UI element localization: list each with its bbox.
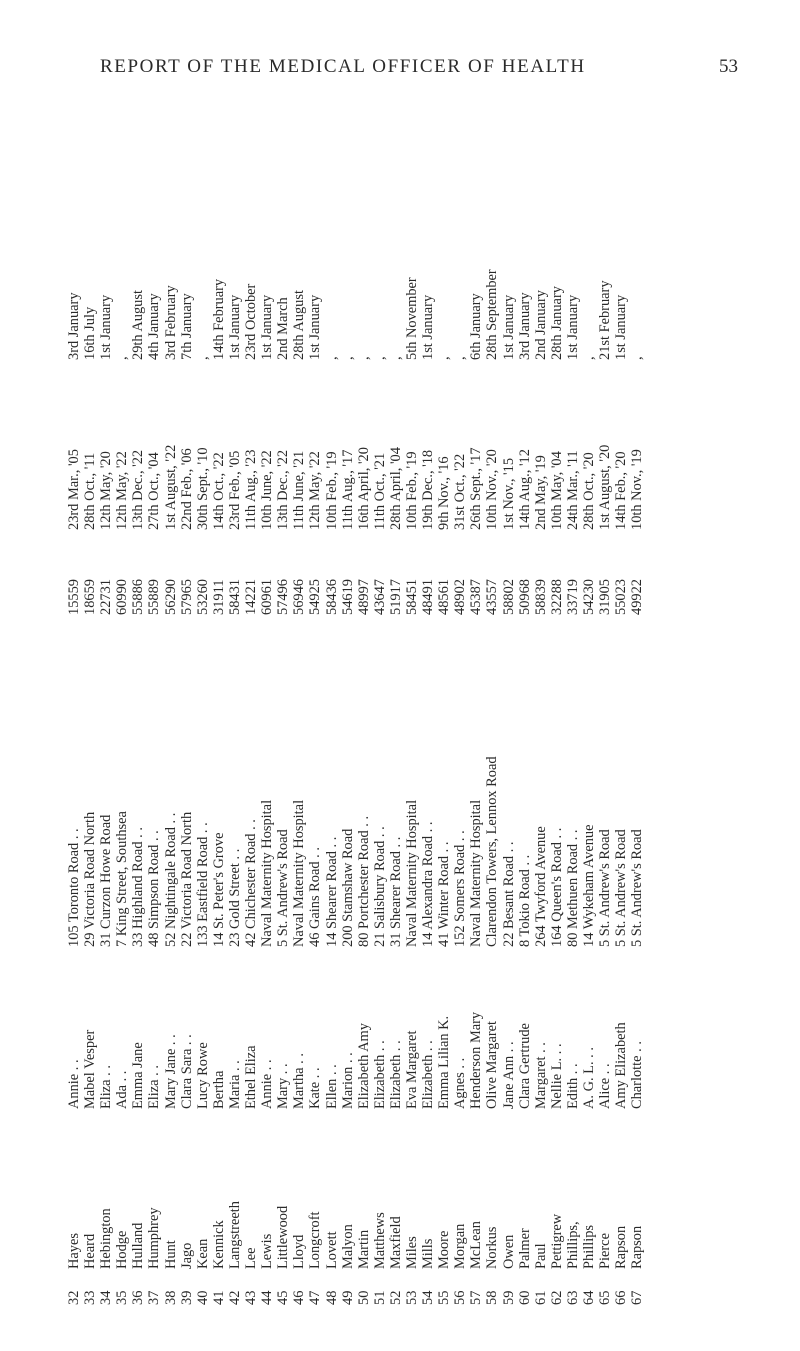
surname-cell: Heard	[82, 1233, 99, 1269]
birth-date-cell: 1st January	[564, 294, 581, 360]
date-cell: 11th Oct., '21	[371, 452, 388, 530]
row-number: 52	[387, 1290, 404, 1305]
date-cell: 16th April, '20	[355, 447, 372, 530]
register-number-cell: 48997	[355, 579, 372, 615]
birth-date-cell: 28th August	[291, 290, 308, 360]
table-row	[82, 145, 98, 1305]
address-cell: 5 St. Andrew's Road	[597, 829, 614, 947]
surname-cell: Maxfield	[387, 1216, 404, 1269]
forename-cell: Elizabeth . .	[387, 1040, 404, 1109]
birth-date-cell: ,	[581, 356, 597, 360]
birth-date-cell: ,	[436, 356, 453, 360]
row-number: 47	[307, 1290, 324, 1305]
forename-cell: Elizabeth Amy	[355, 1023, 372, 1109]
forename-cell: Eliza . .	[98, 1065, 115, 1109]
register-number-cell: 50968	[516, 579, 533, 615]
surname-cell: Hulland	[130, 1222, 147, 1269]
forename-cell: Nellie L. . .	[548, 1043, 565, 1109]
register-number-cell: 55023	[613, 579, 630, 615]
address-cell: 8 Tokio Road . .	[516, 854, 533, 947]
forename-cell: Mabel Vesper	[82, 1029, 99, 1109]
table-row	[243, 145, 259, 1305]
date-cell: 27th Oct., '04	[146, 452, 163, 530]
register-number-cell: 56946	[291, 579, 308, 615]
address-cell: 14 Alexandra Road . .	[420, 821, 437, 947]
table-row	[356, 145, 372, 1305]
register-number-cell: 60961	[259, 579, 276, 615]
surname-cell: Martin	[355, 1229, 372, 1269]
register-number-cell: 58431	[226, 579, 243, 615]
row-number: 38	[162, 1290, 179, 1305]
row-number: 65	[597, 1290, 614, 1305]
register-number-cell: 55889	[146, 579, 163, 615]
register-number-cell: 55886	[130, 579, 147, 615]
date-cell: 1st August, '22	[162, 444, 179, 530]
surname-cell: Kean	[194, 1238, 211, 1269]
register-number-cell: 43647	[371, 579, 388, 615]
date-cell: 23rd Feb., '05	[226, 450, 243, 530]
address-cell: 5 St. Andrew's Road	[613, 829, 630, 947]
table-row	[533, 145, 549, 1305]
register-number-cell: 43557	[484, 579, 501, 615]
surname-cell: Miles	[403, 1236, 420, 1269]
row-number: 42	[226, 1290, 243, 1305]
row-number: 56	[452, 1290, 469, 1305]
date-cell: 22nd Feb., '06	[178, 448, 195, 530]
birth-date-cell: ,	[355, 356, 372, 360]
surname-cell: Owen	[500, 1234, 517, 1269]
address-cell: 31 Curzon Howe Road	[98, 814, 115, 947]
address-cell: 152 Somers Road . .	[452, 830, 469, 947]
forename-cell: Agnes . .	[452, 1057, 469, 1109]
table-row	[501, 145, 517, 1305]
birth-date-cell: 1st January	[420, 294, 437, 360]
date-cell: 10th Nov., '20	[484, 449, 501, 530]
address-cell: 41 Winter Road . .	[436, 841, 453, 947]
birth-date-cell: ,	[323, 356, 340, 360]
forename-cell: Mary . .	[275, 1063, 292, 1109]
forename-cell: Clara Sara . .	[178, 1034, 195, 1109]
surname-cell: Phillips,	[564, 1221, 581, 1269]
birth-date-cell: 3rd January	[66, 292, 82, 360]
forename-cell: A. G. L. . .	[581, 1047, 597, 1109]
surname-cell: Lewis	[259, 1233, 276, 1269]
register-table	[66, 145, 666, 1305]
register-number-cell: 54925	[307, 579, 324, 615]
register-number-cell: 51917	[387, 579, 404, 615]
address-cell: 14 St. Peter's Grove	[210, 832, 227, 947]
surname-cell: Hebington	[98, 1208, 115, 1269]
surname-cell: McLean	[468, 1221, 485, 1269]
table-row	[307, 145, 323, 1305]
forename-cell: Marion . .	[339, 1052, 356, 1109]
register-number-cell: 48561	[436, 579, 453, 615]
surname-cell: Paul	[532, 1243, 549, 1269]
row-number: 39	[178, 1290, 195, 1305]
register-number-cell: 22731	[98, 579, 115, 615]
surname-cell: Kennick	[210, 1220, 227, 1269]
register-number-cell: 18659	[82, 579, 99, 615]
surname-cell: Hayes	[66, 1233, 82, 1269]
date-cell: 14th Feb., '20	[613, 451, 630, 530]
date-cell: 9th Nov., '16	[436, 456, 453, 530]
date-cell: 19th Dec., '18	[420, 449, 437, 530]
forename-cell: Emma Jane	[130, 1042, 147, 1109]
table-row	[195, 145, 211, 1305]
table-row	[211, 145, 227, 1305]
row-number: 46	[291, 1290, 308, 1305]
forename-cell: Charlotte . .	[629, 1041, 646, 1109]
date-cell: 11th Aug., '17	[339, 449, 356, 530]
address-cell: 23 Gold Street . .	[226, 848, 243, 947]
table-row	[98, 145, 114, 1305]
register-number-cell: 57965	[178, 579, 195, 615]
surname-cell: Pierce	[597, 1233, 614, 1269]
address-cell: 31 Shearer Road . .	[387, 836, 404, 947]
birth-date-cell: 2nd March	[275, 297, 292, 360]
table-row	[291, 145, 307, 1305]
address-cell: 29 Victoria Road North	[82, 811, 99, 947]
birth-date-cell: 29th August	[130, 290, 147, 360]
address-cell: Naval Maternity Hospital	[259, 799, 276, 947]
forename-cell: Annie . .	[66, 1059, 82, 1109]
date-cell: 2nd May, '19	[532, 455, 549, 530]
register-number-cell: 53260	[194, 579, 211, 615]
address-cell: 7 King Street, Southsea	[114, 811, 131, 947]
row-number: 64	[581, 1290, 597, 1305]
surname-cell: Palmer	[516, 1228, 533, 1269]
birth-date-cell: 3rd January	[516, 292, 533, 360]
table-row	[452, 145, 468, 1305]
forename-cell: Elizabeth . .	[420, 1040, 437, 1109]
register-number-cell: 54230	[581, 579, 597, 615]
register-number-cell: 33719	[564, 579, 581, 615]
date-cell: 11th June, '21	[291, 450, 308, 530]
birth-date-cell: 1st January	[98, 294, 115, 360]
row-number: 57	[468, 1290, 485, 1305]
surname-cell: Phillips	[581, 1225, 597, 1269]
page-header	[0, 56, 800, 96]
surname-cell: Hunt	[162, 1240, 179, 1269]
birth-date-cell: 7th January	[178, 293, 195, 360]
address-cell: 42 Chichester Road . .	[243, 819, 260, 947]
date-cell: 1st August, '20	[597, 444, 614, 530]
forename-cell: Eliza . .	[146, 1065, 163, 1109]
surname-cell: Pettigrew	[548, 1213, 565, 1269]
row-number: 55	[436, 1290, 453, 1305]
table-row	[613, 145, 629, 1305]
row-number: 66	[613, 1290, 630, 1305]
forename-cell: Ada . .	[114, 1070, 131, 1109]
forename-cell: Bertha	[210, 1070, 227, 1109]
forename-cell: Henderson Mary	[468, 1011, 485, 1109]
forename-cell: Ethel Eliza	[243, 1045, 260, 1109]
forename-cell: Maria . .	[226, 1060, 243, 1109]
birth-date-cell: 3rd February	[162, 285, 179, 360]
birth-date-cell: ,	[339, 356, 356, 360]
forename-cell: Margaret . .	[532, 1042, 549, 1109]
date-cell: 28th Oct., '11	[82, 452, 99, 530]
forename-cell: Jane Ann . .	[500, 1041, 517, 1109]
address-cell: 5 St. Andrew's Road	[275, 829, 292, 947]
birth-date-cell: 2nd January	[532, 290, 549, 360]
date-cell: 10th Nov., '19	[629, 449, 646, 530]
date-cell: 10th Feb., '19	[403, 451, 420, 530]
forename-cell: Ellen . .	[323, 1064, 340, 1109]
register-number-cell: 15559	[66, 579, 82, 615]
register-number-cell: 56290	[162, 579, 179, 615]
table-row	[597, 145, 613, 1305]
table-row	[468, 145, 484, 1305]
forename-cell: Alice . .	[597, 1063, 614, 1109]
register-number-cell: 60990	[114, 579, 131, 615]
birth-date-cell: 14th February	[210, 278, 227, 360]
table-row	[581, 145, 597, 1305]
row-number: 54	[420, 1290, 437, 1305]
row-number: 34	[98, 1290, 115, 1305]
row-number: 32	[66, 1290, 82, 1305]
table-row	[259, 145, 275, 1305]
row-number: 63	[564, 1290, 581, 1305]
date-cell: 14th Oct., '22	[210, 452, 227, 530]
forename-cell: Elizabeth . .	[371, 1040, 388, 1109]
forename-cell: Emma Lilian K.	[436, 1015, 453, 1109]
table-row	[484, 145, 500, 1305]
address-cell: Clarendon Towers, Lennox Road	[484, 756, 501, 947]
table-row	[388, 145, 404, 1305]
register-number-cell: 58451	[403, 579, 420, 615]
birth-date-cell: 1st January	[259, 294, 276, 360]
birth-date-cell: ,	[387, 356, 404, 360]
birth-date-cell: 1st January	[226, 294, 243, 360]
surname-cell: Morgan	[452, 1223, 469, 1269]
date-cell: 13th Dec., '22	[275, 449, 292, 530]
address-cell: 14 Shearer Road . .	[323, 836, 340, 947]
row-number: 62	[548, 1290, 565, 1305]
surname-cell: Mills	[420, 1238, 437, 1269]
address-cell: 48 Simpson Road . .	[146, 830, 163, 947]
birth-date-cell: 21st February	[597, 280, 614, 360]
address-cell: Naval Maternity Hospital	[468, 799, 485, 947]
surname-cell: Langstreeth	[226, 1201, 243, 1269]
address-cell: 14 Wykeham Avenue	[581, 824, 597, 947]
table-row	[114, 145, 130, 1305]
register-number-cell: 45387	[468, 579, 485, 615]
surname-cell: Lovett	[323, 1231, 340, 1269]
page-number: 53	[719, 56, 738, 77]
address-cell: 22 Victoria Road North	[178, 811, 195, 947]
surname-cell: Humphrey	[146, 1207, 163, 1269]
table-row	[436, 145, 452, 1305]
address-cell: 105 Toronto Road . .	[66, 828, 82, 947]
register-number-cell: 48491	[420, 579, 437, 615]
register-number-cell: 49922	[629, 579, 646, 615]
register-number-cell: 32288	[548, 579, 565, 615]
surname-cell: Longcroft	[307, 1211, 324, 1269]
date-cell: 30th Sept., '10	[194, 447, 211, 530]
table-row	[629, 145, 645, 1305]
date-cell: 10th May, '04	[548, 451, 565, 530]
address-cell: 46 Gains Road . .	[307, 847, 324, 947]
birth-date-cell: 16th July	[82, 306, 99, 360]
date-cell: 26th Sept., '17	[468, 447, 485, 530]
register-number-cell: 57496	[275, 579, 292, 615]
surname-cell: Lloyd	[291, 1234, 308, 1269]
surname-cell: Littlewood	[275, 1205, 292, 1269]
address-cell: 80 Methuen Road . .	[564, 829, 581, 947]
birth-date-cell: ,	[114, 356, 131, 360]
date-cell: 1st Nov., '15	[500, 457, 517, 530]
row-number: 53	[403, 1290, 420, 1305]
row-number: 33	[82, 1290, 99, 1305]
row-number: 43	[243, 1290, 260, 1305]
birth-date-cell: 6th January	[468, 293, 485, 360]
birth-date-cell: 4th January	[146, 293, 163, 360]
row-number: 67	[629, 1290, 646, 1305]
register-number-cell: 31905	[597, 579, 614, 615]
date-cell: 11th Aug., '23	[243, 449, 260, 530]
address-cell: 21 Salisbury Road . .	[371, 826, 388, 947]
table-row	[130, 145, 146, 1305]
date-cell: 23rd Mar., '05	[66, 449, 82, 530]
surname-cell: Norkus	[484, 1226, 501, 1269]
date-cell: 28th April, '04	[387, 447, 404, 530]
birth-date-cell: 1st January	[500, 294, 517, 360]
forename-cell: Annie . .	[259, 1059, 276, 1109]
birth-date-cell: ,	[629, 356, 646, 360]
row-number: 51	[371, 1290, 388, 1305]
birth-date-cell: 5th November	[403, 277, 420, 360]
register-number-cell: 58802	[500, 579, 517, 615]
forename-cell: Olive Margaret	[484, 1020, 501, 1109]
date-cell: 10th June, '22	[259, 450, 276, 530]
forename-cell: Eva Margaret	[403, 1030, 420, 1109]
table-row	[549, 145, 565, 1305]
birth-date-cell: ,	[371, 356, 388, 360]
birth-date-cell: 23rd October	[243, 283, 260, 360]
surname-cell: Malyon	[339, 1224, 356, 1269]
row-number: 61	[532, 1290, 549, 1305]
row-number: 50	[355, 1290, 372, 1305]
table-row	[420, 145, 436, 1305]
table-row	[179, 145, 195, 1305]
table-row	[340, 145, 356, 1305]
surname-cell: Rapson	[629, 1225, 646, 1269]
address-cell: 164 Queen's Road . .	[548, 827, 565, 947]
register-number-cell: 58436	[323, 579, 340, 615]
table-row	[275, 145, 291, 1305]
table-row	[324, 145, 340, 1305]
row-number: 35	[114, 1290, 131, 1305]
register-number-cell: 54619	[339, 579, 356, 615]
row-number: 58	[484, 1290, 501, 1305]
address-cell: 200 Stamshaw Road	[339, 828, 356, 947]
report-title: REPORT OF THE MEDICAL OFFICER OF HEALTH	[100, 56, 586, 77]
address-cell: 264 Twyford Avenue	[532, 826, 549, 947]
address-cell: Naval Maternity Hospital	[403, 799, 420, 947]
date-cell: 13th Dec., '22	[130, 449, 147, 530]
row-number: 60	[516, 1290, 533, 1305]
row-number: 40	[194, 1290, 211, 1305]
forename-cell: Lucy Rowe	[194, 1042, 211, 1109]
row-number: 45	[275, 1290, 292, 1305]
address-cell: 33 Highland Road . .	[130, 827, 147, 947]
surname-cell: Jago	[178, 1242, 195, 1269]
row-number: 49	[339, 1290, 356, 1305]
date-cell: 24th Mar., '11	[564, 450, 581, 530]
row-number: 59	[500, 1290, 517, 1305]
date-cell: 10th Feb., '19	[323, 451, 340, 530]
birth-date-cell: 1st January	[613, 294, 630, 360]
table-row	[66, 145, 82, 1305]
row-number: 37	[146, 1290, 163, 1305]
forename-cell: Edith . .	[564, 1063, 581, 1109]
forename-cell: Kate . .	[307, 1067, 324, 1109]
address-cell: 22 Besant Road . .	[500, 841, 517, 947]
address-cell: 80 Portchester Road . .	[355, 815, 372, 947]
register-number-cell: 48902	[452, 579, 469, 615]
forename-cell: Clara Gertrude	[516, 1023, 533, 1109]
surname-cell: Rapson	[613, 1225, 630, 1269]
table-row	[517, 145, 533, 1305]
date-cell: 14th Aug., '12	[516, 449, 533, 530]
address-cell: 133 Eastfield Road . .	[194, 822, 211, 947]
row-number: 36	[130, 1290, 147, 1305]
row-number: 48	[323, 1290, 340, 1305]
table-row	[372, 145, 388, 1305]
forename-cell: Mary Jane . .	[162, 1034, 179, 1109]
address-cell: 5 St. Andrew's Road	[629, 829, 646, 947]
register-number-cell: 58839	[532, 579, 549, 615]
birth-date-cell: ,	[452, 356, 469, 360]
birth-date-cell: 28th September	[484, 269, 501, 360]
date-cell: 12th May, '22	[114, 451, 131, 530]
table-row	[163, 145, 179, 1305]
address-cell: 52 Nightingale Road . .	[162, 812, 179, 947]
forename-cell: Martha . .	[291, 1053, 308, 1109]
surname-cell: Matthews	[371, 1212, 388, 1269]
date-cell: 28th Oct., '20	[581, 452, 597, 530]
birth-date-cell: 28th January	[548, 286, 565, 360]
birth-date-cell: ,	[194, 356, 211, 360]
date-cell: 12th May, '20	[98, 451, 115, 530]
row-number: 44	[259, 1290, 276, 1305]
row-number: 41	[210, 1290, 227, 1305]
table-row	[227, 145, 243, 1305]
surname-cell: Moore	[436, 1230, 453, 1269]
date-cell: 12th May, '22	[307, 451, 324, 530]
address-cell: Naval Maternity Hospital	[291, 799, 308, 947]
birth-date-cell: 1st January	[307, 294, 324, 360]
table-row	[146, 145, 162, 1305]
surname-cell: Lee	[243, 1247, 260, 1269]
forename-cell: Amy Elizabeth	[613, 1022, 630, 1109]
table-row	[404, 145, 420, 1305]
table-row	[565, 145, 581, 1305]
surname-cell: Hodge	[114, 1230, 131, 1269]
register-number-cell: 14221	[243, 579, 260, 615]
date-cell: 31st Oct., '22	[452, 453, 469, 530]
register-number-cell: 31911	[210, 579, 227, 615]
